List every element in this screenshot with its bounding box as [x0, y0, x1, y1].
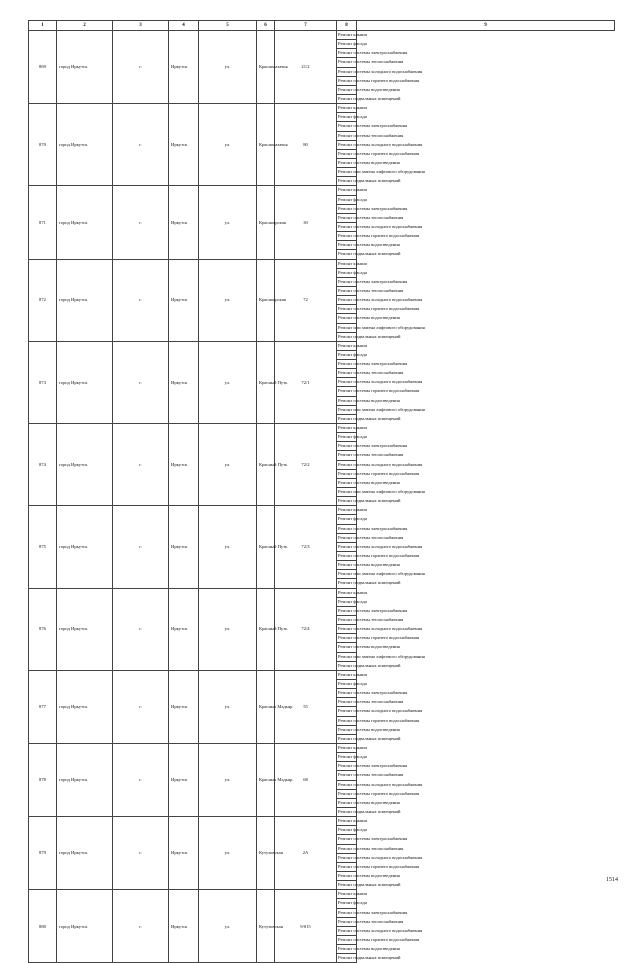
work-item: Ремонт системы теплоснабжения: [337, 534, 356, 543]
work-item: Ремонт системы электроснабжения: [337, 762, 356, 771]
settlement-name-cell: Иркутск: [169, 506, 199, 588]
work-item: Ремонт системы теплоснабжения: [337, 214, 356, 223]
work-item: Ремонт системы холодного водоснабжения: [337, 68, 356, 77]
house-number-cell: 68: [275, 743, 337, 816]
table-row: [29, 588, 615, 670]
work-item: Ремонт подвальных помещений: [338, 735, 401, 741]
work-item: Ремонт системы холодного водоснабжения: [337, 854, 356, 863]
work-item: Ремонт системы водоотведения: [337, 726, 356, 735]
work-item: Ремонт системы водоотведения: [337, 799, 356, 808]
work-item: Ремонт системы холодного водоснабжения: [337, 223, 356, 232]
work-item: Ремонт системы водоотведения: [337, 241, 356, 250]
header-cell: 2: [57, 21, 113, 31]
work-item: Ремонт или замена лифтового оборудования: [337, 653, 356, 662]
work-item: Ремонт системы водоотведения: [337, 643, 356, 652]
work-item: Ремонт подвальных помещений: [338, 662, 401, 668]
settlement-type-cell: г.: [113, 817, 169, 890]
street-name-cell: Красный Путь: [257, 506, 275, 588]
work-item: Ремонт системы горячего водоснабжения: [337, 232, 356, 241]
settlement-type-cell: г.: [113, 588, 169, 670]
street-type-cell: ул.: [199, 670, 257, 743]
street-name-cell: Красных Мадьяр: [257, 743, 275, 816]
work-item: Ремонт подвальных помещений: [338, 808, 401, 814]
street-type-cell: ул.: [199, 890, 257, 963]
street-name-cell: Красных Мадьяр: [257, 670, 275, 743]
work-item: Ремонт крыши: [337, 104, 356, 113]
table-header: [29, 21, 615, 31]
row-number: 873: [29, 341, 57, 423]
header-cell: 6: [257, 21, 275, 31]
work-item: Ремонт системы холодного водоснабжения: [337, 461, 356, 470]
work-item: Ремонт фасада: [337, 113, 356, 122]
municipality-cell: город Иркутск: [57, 186, 113, 259]
work-item: Ремонт фасада: [337, 753, 356, 762]
work-item: Ремонт подвальных помещений: [338, 333, 401, 339]
work-item: Ремонт или замена лифтового оборудования: [337, 406, 356, 415]
work-item: Ремонт системы теплоснабжения: [337, 132, 356, 141]
works-list-cell: [337, 817, 423, 890]
work-item: Ремонт фасада: [337, 196, 356, 205]
work-item: Ремонт фасада: [337, 598, 356, 607]
work-item: Ремонт системы водоотведения: [337, 945, 356, 954]
row-number: 870: [29, 104, 57, 186]
municipality-cell: город Иркутск: [57, 341, 113, 423]
work-item: Ремонт крыши: [337, 506, 356, 515]
works-list-cell: [337, 259, 425, 341]
municipality-cell: город Иркутск: [57, 104, 113, 186]
work-item: Ремонт системы водоотведения: [337, 314, 356, 323]
municipality-cell: город Иркутск: [57, 259, 113, 341]
municipality-cell: город Иркутск: [57, 670, 113, 743]
row-number: 879: [29, 817, 57, 890]
work-item: Ремонт крыши: [337, 342, 356, 351]
work-item: Ремонт фасада: [337, 899, 356, 908]
work-item: Ремонт системы электроснабжения: [337, 442, 356, 451]
table-row: [29, 104, 615, 186]
work-item: Ремонт или замена лифтового оборудования: [337, 488, 356, 497]
works-list-cell: [337, 341, 425, 423]
settlement-name-cell: Иркутск: [169, 817, 199, 890]
work-item: Ремонт системы горячего водоснабжения: [337, 863, 356, 872]
work-item: Ремонт системы электроснабжения: [337, 360, 356, 369]
table-row: [29, 31, 615, 104]
work-item: Ремонт системы горячего водоснабжения: [337, 387, 356, 396]
work-item: Ремонт системы теплоснабжения: [337, 451, 356, 460]
work-item: Ремонт системы горячего водоснабжения: [337, 552, 356, 561]
street-name-cell: Красноярская: [257, 259, 275, 341]
settlement-name-cell: Иркутск: [169, 743, 199, 816]
works-list-cell: [337, 670, 423, 743]
work-item: Ремонт системы холодного водоснабжения: [337, 378, 356, 387]
municipality-cell: город Иркутск: [57, 506, 113, 588]
work-item: Ремонт системы теплоснабжения: [337, 698, 356, 707]
work-item: Ремонт системы теплоснабжения: [337, 845, 356, 854]
house-number-cell: 72/3: [275, 506, 337, 588]
work-item: Ремонт системы горячего водоснабжения: [337, 790, 356, 799]
work-item: Ремонт подвальных помещений: [338, 251, 401, 257]
work-item: Ремонт системы горячего водоснабжения: [337, 936, 356, 945]
street-name-cell: Красный Путь: [257, 424, 275, 506]
work-item: Ремонт системы холодного водоснабжения: [337, 927, 356, 936]
settlement-type-cell: г.: [113, 743, 169, 816]
house-number-cell: 9/015: [275, 890, 337, 963]
header-cell: 8: [337, 21, 357, 31]
settlement-type-cell: г.: [113, 31, 169, 104]
work-item: Ремонт системы холодного водоснабжения: [337, 625, 356, 634]
street-type-cell: ул.: [199, 104, 257, 186]
work-item: Ремонт подвальных помещений: [338, 95, 401, 101]
work-item: Ремонт системы холодного водоснабжения: [337, 781, 356, 790]
header-cell: 1: [29, 21, 57, 31]
street-name-cell: Кутузовская: [257, 890, 275, 963]
work-item: Ремонт крыши: [337, 744, 356, 753]
works-list-cell: [337, 506, 425, 588]
street-type-cell: ул.: [199, 186, 257, 259]
work-item: Ремонт системы горячего водоснабжения: [337, 150, 356, 159]
street-name-cell: Красноказачья: [257, 104, 275, 186]
row-number: 872: [29, 259, 57, 341]
settlement-name-cell: Иркутск: [169, 890, 199, 963]
settlement-name-cell: Иркутск: [169, 259, 199, 341]
work-item: Ремонт системы теплоснабжения: [337, 287, 356, 296]
house-number-cell: 72/1: [275, 341, 337, 423]
work-item: Ремонт системы электроснабжения: [337, 122, 356, 131]
row-number: 878: [29, 743, 57, 816]
municipality-cell: город Иркутск: [57, 890, 113, 963]
street-type-cell: ул.: [199, 817, 257, 890]
row-number: 875: [29, 506, 57, 588]
work-item: Ремонт системы электроснабжения: [337, 909, 356, 918]
work-item: Ремонт системы электроснабжения: [337, 607, 356, 616]
work-item: Ремонт системы холодного водоснабжения: [337, 543, 356, 552]
settlement-name-cell: Иркутск: [169, 424, 199, 506]
work-item: Ремонт системы горячего водоснабжения: [337, 305, 356, 314]
municipality-cell: город Иркутск: [57, 817, 113, 890]
row-number: 880: [29, 890, 57, 963]
street-name-cell: Красный Путь: [257, 341, 275, 423]
page-number: 1514: [606, 877, 618, 883]
work-item: Ремонт или замена лифтового оборудования: [337, 324, 356, 333]
settlement-type-cell: г.: [113, 186, 169, 259]
street-type-cell: ул.: [199, 506, 257, 588]
settlement-name-cell: Иркутск: [169, 670, 199, 743]
settlement-type-cell: г.: [113, 259, 169, 341]
work-item: Ремонт крыши: [337, 589, 356, 598]
work-item: Ремонт системы электроснабжения: [337, 205, 356, 214]
work-item: Ремонт системы теплоснабжения: [337, 369, 356, 378]
table-row: [29, 506, 615, 588]
row-number: 869: [29, 31, 57, 104]
table-row: [29, 817, 615, 890]
house-number-cell: 55: [275, 670, 337, 743]
settlement-name-cell: Иркутск: [169, 31, 199, 104]
work-item: Ремонт подвальных помещений: [338, 882, 401, 888]
work-item: Ремонт системы горячего водоснабжения: [337, 717, 356, 726]
municipality-cell: город Иркутск: [57, 743, 113, 816]
works-list-cell: [337, 104, 425, 186]
work-item: Ремонт или замена лифтового оборудования: [337, 168, 356, 177]
work-item: Ремонт крыши: [337, 260, 356, 269]
work-item: Ремонт системы электроснабжения: [337, 278, 356, 287]
work-item: Ремонт подвальных помещений: [338, 580, 401, 586]
table-row: [29, 890, 615, 963]
house-number-cell: 72/4: [275, 588, 337, 670]
header-cell: 4: [169, 21, 199, 31]
works-list-cell: [337, 31, 423, 104]
works-list-cell: [337, 743, 423, 816]
table-row: [29, 670, 615, 743]
work-item: Ремонт системы водоотведения: [337, 561, 356, 570]
work-item: Ремонт или замена лифтового оборудования: [337, 570, 356, 579]
street-type-cell: ул.: [199, 341, 257, 423]
street-name-cell: Красноказачья: [257, 31, 275, 104]
row-number: 874: [29, 424, 57, 506]
house-number-cell: 72: [275, 259, 337, 341]
row-number: 876: [29, 588, 57, 670]
settlement-type-cell: г.: [113, 890, 169, 963]
work-item: Ремонт системы холодного водоснабжения: [337, 296, 356, 305]
work-item: Ремонт системы холодного водоснабжения: [337, 141, 356, 150]
table-row: [29, 424, 615, 506]
work-item: Ремонт фасада: [337, 515, 356, 524]
street-type-cell: ул.: [199, 588, 257, 670]
work-item: Ремонт крыши: [337, 186, 356, 195]
work-item: Ремонт системы теплоснабжения: [337, 616, 356, 625]
work-item: Ремонт крыши: [337, 817, 356, 826]
work-item: Ремонт системы водоотведения: [337, 397, 356, 406]
street-name-cell: Красный Путь: [257, 588, 275, 670]
work-item: Ремонт фасада: [337, 433, 356, 442]
settlement-type-cell: г.: [113, 670, 169, 743]
work-item: Ремонт системы электроснабжения: [337, 689, 356, 698]
settlement-type-cell: г.: [113, 341, 169, 423]
settlement-name-cell: Иркутск: [169, 186, 199, 259]
header-cell: 9: [357, 21, 615, 31]
work-item: Ремонт подвальных помещений: [338, 415, 401, 421]
street-type-cell: ул.: [199, 31, 257, 104]
work-item: Ремонт системы водоотведения: [337, 872, 356, 881]
row-number: 877: [29, 670, 57, 743]
house-number-cell: 30: [275, 186, 337, 259]
work-item: Ремонт системы холодного водоснабжения: [337, 707, 356, 716]
settlement-type-cell: г.: [113, 506, 169, 588]
work-item: Ремонт фасада: [337, 269, 356, 278]
settlement-name-cell: Иркутск: [169, 588, 199, 670]
settlement-type-cell: г.: [113, 104, 169, 186]
work-item: Ремонт крыши: [337, 31, 356, 40]
settlement-name-cell: Иркутск: [169, 104, 199, 186]
work-item: Ремонт крыши: [337, 424, 356, 433]
works-list-cell: [337, 424, 425, 506]
work-item: Ремонт системы теплоснабжения: [337, 58, 356, 67]
work-item: Ремонт фасада: [337, 351, 356, 360]
header-cell: 3: [113, 21, 169, 31]
header-cell: 5: [199, 21, 257, 31]
work-item: Ремонт крыши: [337, 671, 356, 680]
work-item: Ремонт фасада: [337, 40, 356, 49]
work-item: Ремонт системы электроснабжения: [337, 835, 356, 844]
works-list-cell: [337, 186, 423, 259]
work-item: Ремонт системы водоотведения: [337, 86, 356, 95]
work-item: Ремонт системы водоотведения: [337, 479, 356, 488]
table-body: [29, 31, 615, 963]
street-type-cell: ул.: [199, 259, 257, 341]
work-item: Ремонт системы электроснабжения: [337, 49, 356, 58]
work-item: Ремонт фасада: [337, 680, 356, 689]
header-cell: 7: [275, 21, 337, 31]
work-item: Ремонт системы горячего водоснабжения: [337, 470, 356, 479]
table-row: [29, 186, 615, 259]
work-item: Ремонт системы горячего водоснабжения: [337, 77, 356, 86]
table-row: [29, 341, 615, 423]
settlement-name-cell: Иркутск: [169, 341, 199, 423]
table-row: [29, 259, 615, 341]
works-list-cell: [337, 588, 425, 670]
work-item: Ремонт крыши: [337, 890, 356, 899]
house-number-cell: 2А: [275, 817, 337, 890]
house-number-cell: 72/2: [275, 424, 337, 506]
settlement-type-cell: г.: [113, 424, 169, 506]
municipality-cell: город Иркутск: [57, 424, 113, 506]
works-table: [28, 20, 615, 963]
work-item: Ремонт системы теплоснабжения: [337, 918, 356, 927]
work-item: Ремонт подвальных помещений: [338, 498, 401, 504]
street-name-cell: Кутузовская: [257, 817, 275, 890]
street-name-cell: Красноярская: [257, 186, 275, 259]
work-item: Ремонт системы водоотведения: [337, 159, 356, 168]
work-item: Ремонт подвальных помещений: [338, 178, 401, 184]
works-list-cell: [337, 890, 423, 963]
house-number-cell: 80: [275, 104, 337, 186]
work-item: Ремонт фасада: [337, 826, 356, 835]
house-number-cell: 21/2: [275, 31, 337, 104]
table-row: [29, 743, 615, 816]
work-item: Ремонт системы теплоснабжения: [337, 771, 356, 780]
work-item: Ремонт системы горячего водоснабжения: [337, 634, 356, 643]
municipality-cell: город Иркутск: [57, 588, 113, 670]
work-item: Ремонт подвальных помещений: [338, 955, 401, 961]
municipality-cell: город Иркутск: [57, 31, 113, 104]
work-item: Ремонт системы электроснабжения: [337, 525, 356, 534]
street-type-cell: ул.: [199, 424, 257, 506]
row-number: 871: [29, 186, 57, 259]
street-type-cell: ул.: [199, 743, 257, 816]
